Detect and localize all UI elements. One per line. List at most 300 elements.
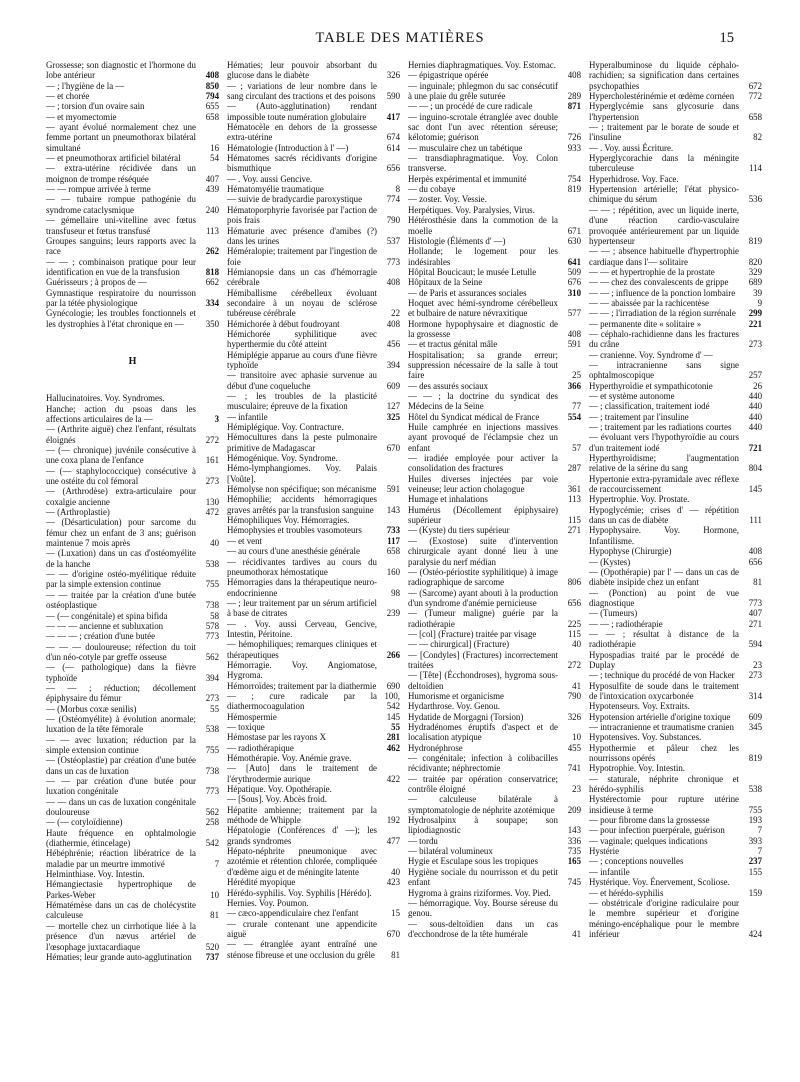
- entry-text: — (Ponction) au point de vue diagnostique: [589, 587, 739, 608]
- entry-text: — de Paris et assurances sociales: [408, 287, 527, 298]
- entry-page-number: 336: [567, 835, 581, 846]
- index-entry: [408, 298, 581, 319]
- entry-text: — épigastrique opérée: [408, 70, 489, 81]
- entry-text: Hébéphrénie; réaction libératrice de la maladie par un meurtre immotivé: [46, 848, 196, 869]
- entry-text: — (Tumeurs): [589, 608, 638, 619]
- index-entry: [589, 174, 762, 184]
- entry-text: — ; torsion d'un ovaire sain: [46, 101, 145, 112]
- entry-text: — . Voy. aussi Cerveau, Gencive, Intestin, Péritoine.: [227, 618, 377, 639]
- entry-text: — — tubaire rompue pathogénie du syndrome cataclysmique: [46, 194, 196, 215]
- entry-text: — radiothérapique: [227, 742, 294, 753]
- index-entry: [46, 308, 219, 329]
- entry-page-number: 455: [567, 742, 581, 753]
- index-entry: [589, 732, 762, 742]
- index-entry: [408, 205, 581, 215]
- entry-page-number: 25: [572, 370, 581, 381]
- entry-text: Hémiballisme cérébelleux évoluant secondaire à un noyau de sclérose tubéreuse cérébrale: [227, 287, 377, 319]
- index-entry: [408, 567, 581, 588]
- index-entry: [227, 412, 400, 422]
- entry-page-number: 733: [386, 525, 400, 536]
- entry-text: — [col] (Fracture) traitée par visage: [408, 628, 537, 639]
- entry-text: — . Voy. aussi Gencive.: [227, 173, 313, 184]
- entry-text: Hématomyélie traumatique: [227, 184, 324, 195]
- index-entry: [589, 267, 762, 277]
- entry-text: Hypophyse (Chirurgie): [589, 546, 672, 557]
- entry-text: Hémophiliques Voy. Hémorragies.: [227, 515, 350, 526]
- entry-page-number: 726: [567, 132, 581, 143]
- index-entry: [408, 350, 581, 381]
- index-entry: [46, 642, 219, 663]
- entry-page-number: 394: [386, 359, 400, 370]
- entry-page-number: 237: [748, 856, 762, 867]
- entry-text: — bilatéral volumineux: [408, 846, 493, 857]
- entry-text: — ; traitement par les radiations courtes: [589, 422, 732, 433]
- entry-page-number: 160: [386, 566, 400, 577]
- index-entry: [227, 453, 400, 463]
- index-entry: [408, 474, 581, 495]
- index-entry: [227, 143, 400, 153]
- entry-text: Humage et inhalations: [408, 494, 488, 505]
- entry-text: — (Luxation) dans un cas d'ostéomyélite de la hanche: [46, 548, 196, 569]
- entry-text: — mortelle chez un cirrhotique liée à la présence d'un nævus artériel de l'œsophage juxtacardiaque: [46, 920, 196, 952]
- entry-page-number: 281: [386, 732, 400, 743]
- index-entry: [46, 714, 219, 735]
- index-entry: [589, 298, 762, 308]
- entry-page-number: 407: [205, 173, 219, 184]
- entry-text: Hydradénomes éruptifs d'aspect et de localisation atypique: [408, 722, 558, 743]
- entry-text: Hématomes sacrés récidivants d'origine bismuthique: [227, 153, 377, 174]
- entry-text: Hypothermie et pâleur chez les nourrissons opérés: [589, 742, 739, 764]
- entry-text: Hématies; leur pouvoir absorbant du glucose dans le diabète: [227, 60, 377, 81]
- entry-text: Hydrosalpinx à soupape; son lipiodiagnostic: [408, 815, 558, 836]
- entry-text: Hollande; le logement pour les indésirables: [408, 246, 558, 267]
- entry-text: Hernies. Voy. Poumon.: [227, 897, 309, 908]
- entry-page-number: 609: [386, 380, 400, 391]
- entry-text: — permanente dite « solitaire »: [589, 318, 702, 329]
- entry-text: — — d'origine ostéo-myélitique réduite par la simple extension continue: [46, 569, 196, 590]
- entry-text: — — étranglée ayant entraîné une sténose fibreuse et une occlusion du grêle: [227, 939, 377, 960]
- index-entry: [46, 122, 219, 153]
- entry-page-number: 871: [567, 101, 581, 112]
- index-entry: [589, 432, 762, 453]
- entry-page-number: 456: [386, 339, 400, 350]
- entry-text: Hypertension artérielle; l'état physico-chimique du sérum: [589, 184, 739, 205]
- index-entry: [589, 319, 762, 329]
- entry-page-number: 15: [391, 908, 400, 919]
- entry-page-number: 111: [749, 515, 762, 526]
- entry-text: Hyperglycorachie dans la méningite tuberculeuse: [589, 153, 739, 174]
- entry-text: — et myomectomie: [46, 111, 117, 122]
- entry-text: — et pneumothorax artificiel bilatéral: [46, 153, 181, 164]
- index-entry: [408, 60, 581, 70]
- entry-page-number: 408: [205, 70, 219, 81]
- index-entry: [227, 515, 400, 525]
- entry-page-number: 594: [748, 639, 762, 650]
- index-entry: [46, 445, 219, 466]
- entry-page-number: 408: [567, 328, 581, 339]
- index-entry: [589, 101, 762, 122]
- entry-page-number: 41: [572, 928, 581, 939]
- page-title: TABLE DES MATIÈRES: [315, 30, 485, 46]
- index-entry: [46, 817, 219, 827]
- entry-text: — (Auto-agglutination) rendant impossible toute numération globulaire: [227, 101, 377, 122]
- entry-text: — et vent: [227, 535, 262, 546]
- index-entry: [227, 888, 400, 898]
- index-entry: [46, 755, 219, 776]
- entry-page-number: 408: [386, 277, 400, 288]
- entry-page-number: 440: [748, 391, 762, 401]
- index-entry: [227, 60, 400, 81]
- index-entry: [589, 815, 762, 825]
- entry-text: — (Arthroplastie): [46, 507, 110, 518]
- entry-text: — [Auto] dans le traitement de l'érythrodermie aurique: [227, 763, 377, 784]
- entry-text: Hétérosthésie dans la commotion de la moelle: [408, 215, 558, 236]
- entry-text: — calculeuse bilatérale à symptomatologie de néphrite azotémique: [408, 794, 558, 815]
- index-entry: [589, 350, 762, 360]
- entry-text: Hygiène sociale du nourrisson et du petit enfant: [408, 866, 558, 888]
- entry-text: — (— chronique) juvénile consécutive à une coxa plana de l'enfance: [46, 445, 196, 466]
- entry-text: — intracranienne sans signe ophtalmoscopique: [589, 359, 739, 381]
- entry-text: — (Ostéo-périostite syphilitique) à image radiographique de sarcome: [408, 566, 558, 588]
- entry-page-number: 143: [386, 504, 400, 515]
- index-entry: [46, 704, 219, 714]
- index-entry: [589, 722, 762, 732]
- entry-text: Hypotenseurs. Voy. Extraits.: [589, 701, 690, 712]
- entry-page-number: 7: [757, 846, 762, 857]
- entry-page-number: 790: [567, 690, 581, 701]
- entry-page-number: 408: [567, 70, 581, 81]
- index-column: [46, 60, 219, 1072]
- entry-text: Herpès expérimental et immunité: [408, 173, 527, 184]
- index-entry: [408, 836, 581, 846]
- index-entry: [46, 797, 219, 818]
- entry-page-number: 439: [205, 184, 219, 195]
- entry-text: — pour infection puerpérale, guérison: [589, 825, 725, 836]
- entry-text: Hémichorée à début foudroyant: [227, 318, 340, 329]
- index-entry: [46, 621, 219, 631]
- entry-page-number: 239: [386, 608, 400, 619]
- entry-text: Hémophysies et troubles vasomoteurs: [227, 525, 362, 536]
- entry-text: — cranienne. Voy. Syndrome d' —: [589, 349, 713, 360]
- entry-page-number: 520: [205, 941, 219, 952]
- entry-page-number: 689: [748, 277, 762, 288]
- entry-text: — (Sarcome) ayant abouti à la production d'un syndrome d'anémie pernicieuse: [408, 587, 558, 608]
- entry-text: Hôtel du Syndicat médical de France: [408, 411, 540, 422]
- entry-text: — céphalo-rachidienne dans les fractures du crâne: [589, 328, 739, 350]
- index-entry: [408, 319, 581, 340]
- entry-text: — pour fibrome dans la grossesse: [589, 815, 710, 826]
- index-entry: [46, 848, 219, 869]
- index-entry: [408, 691, 581, 701]
- entry-text: — des assurés sociaux: [408, 380, 489, 391]
- index-entry: [589, 681, 762, 702]
- entry-page-number: 334: [205, 297, 219, 308]
- index-entry: [227, 184, 400, 194]
- entry-text: — — chez des convalescents de grippe: [589, 277, 729, 288]
- entry-page-number: 440: [748, 401, 762, 412]
- index-entry: [589, 288, 762, 298]
- entry-text: — (Opothérapie) par l' — dans un cas de diabète insipide chez un enfant: [589, 566, 739, 588]
- entry-page-number: 538: [748, 784, 762, 795]
- entry-text: — ; traitement par l'insuline: [589, 411, 689, 422]
- entry-text: Hormone hypophysaire et diagnostic de la grossesse: [408, 318, 558, 339]
- index-entry: [46, 236, 219, 257]
- entry-text: — intracranienne et traumatisme cranien: [589, 722, 734, 732]
- entry-page-number: 271: [567, 525, 581, 536]
- index-entry: [589, 422, 762, 432]
- entry-page-number: 407: [748, 608, 762, 619]
- entry-text: — — ; influence de la ponction lombaire: [589, 287, 736, 298]
- entry-text: — obstétricale d'origine radiculaire pour le membre supérieur et d'origine méningo-encéphalique pour le membre inférieur: [589, 897, 739, 939]
- entry-page-number: 509: [567, 266, 581, 277]
- entry-text: — [Tête] (Écchondroses), hygroma sous-deltoïdien: [408, 670, 558, 691]
- index-entry: [227, 908, 400, 918]
- entry-page-number: 7: [757, 825, 762, 836]
- index-entry: [227, 319, 400, 329]
- entry-text: — ; l'hygiène de la —: [46, 80, 125, 91]
- entry-page-number: 670: [386, 442, 400, 453]
- entry-text: Hypotensives. Voy. Substances.: [589, 732, 702, 743]
- index-entry: [46, 60, 219, 81]
- entry-text: — ; variations de leur nombre dans le sang circulant des tractions et des poisons: [227, 80, 377, 102]
- entry-text: — (Exostose) suite d'intervention chirurgicale ayant donné lieu à une paralysie du nerf médian: [408, 535, 558, 567]
- index-entry: [589, 712, 762, 722]
- entry-text: Guérisseurs ; à propos de —: [46, 277, 147, 288]
- index-entry: [46, 683, 219, 704]
- entry-page-number: 82: [753, 132, 762, 143]
- entry-text: Hépato-néphrite pneumonique avec azotémie et rétention chlorée, compliquée d'œdème aigu et de méningite latente: [227, 846, 377, 877]
- index-entry: [46, 921, 219, 952]
- entry-text: — — abaissée par la rachicentèse: [589, 297, 709, 308]
- entry-text: — zoster. Voy. Vessie.: [408, 194, 487, 205]
- entry-text: — hémorragique. Voy. Bourse séreuse du genou.: [408, 897, 558, 919]
- entry-text: Hospitalisation; sa grande erreur; suppression nécessaire de la salle à tout faire: [408, 349, 558, 381]
- entry-text: — — ; résultat à distance de la radiothérapie: [589, 628, 739, 650]
- entry-page-number: 818: [205, 266, 219, 277]
- entry-page-number: 790: [386, 215, 400, 226]
- entry-page-number: 735: [567, 846, 581, 857]
- index-entry: [46, 101, 219, 111]
- index-entry: [227, 546, 400, 556]
- index-entry: [589, 277, 762, 287]
- entry-text: Huile camphrée en injections massives ayant provoqué de l'éclampsie chez un enfant: [408, 422, 558, 453]
- index-entry: [46, 91, 219, 101]
- entry-text: Hôpital Boucicaut; le musée Letulle: [408, 266, 537, 277]
- entry-text: — ; technique du procédé de von Hacker: [589, 670, 735, 681]
- entry-page-number: 159: [748, 887, 762, 898]
- entry-text: Histologie (Éléments d' —): [408, 235, 506, 246]
- entry-text: — transitoire avec aphasie survenue au début d'une coqueluche: [227, 370, 377, 391]
- entry-text: — — rompue arrivée à terme: [46, 184, 151, 195]
- index-columns: [46, 60, 762, 1072]
- entry-page-number: 127: [386, 401, 400, 412]
- index-entry: [408, 101, 581, 111]
- entry-text: Hydarthrose. Voy. Genou.: [408, 701, 501, 712]
- index-entry: [408, 277, 581, 287]
- entry-page-number: 41: [572, 680, 581, 691]
- index-entry: [227, 794, 400, 804]
- entry-text: Hystérectomie pour rupture utérine insidieuse à terme: [589, 794, 739, 815]
- index-entry: [589, 856, 762, 866]
- index-entry: [227, 846, 400, 877]
- entry-page-number: 773: [386, 256, 400, 267]
- entry-text: — toxique: [227, 722, 265, 732]
- entry-page-number: 130: [205, 496, 219, 507]
- entry-text: Hémostase par les rayons X: [227, 732, 327, 743]
- entry-text: Hyposulfite de soude dans le traitement de l'intoxication oxycarbonée: [589, 680, 739, 701]
- index-entry: [227, 350, 400, 371]
- index-entry: [227, 743, 400, 753]
- entry-page-number: 755: [205, 744, 219, 755]
- entry-page-number: 672: [748, 80, 762, 91]
- entry-page-number: 40: [210, 538, 219, 549]
- entry-text: — [Sous]. Voy. Abcès froid.: [227, 794, 327, 805]
- entry-page-number: 671: [567, 225, 581, 236]
- index-entry: [589, 360, 762, 381]
- entry-page-number: 145: [386, 711, 400, 722]
- entry-text: Haute fréquence en ophtalmologie (diathermie, étincelage): [46, 827, 196, 849]
- entry-text: Hémophilie; accidents hémorragiques graves arrêtés par la transfusion sanguine: [227, 494, 377, 515]
- entry-text: — — ; réduction; décollement épiphysaire du fémur: [46, 682, 196, 704]
- entry-text: Hypertonie extra-pyramidale avec réflexe de raccourcissement: [589, 473, 739, 495]
- entry-page-number: 655: [205, 101, 219, 112]
- entry-page-number: 10: [210, 889, 219, 900]
- entry-text: Grossesse; son diagnostic et l'hormone du lobe antérieur: [46, 60, 196, 81]
- entry-page-number: 536: [748, 194, 762, 205]
- entry-text: — (Morbus coxæ senilis): [46, 703, 137, 714]
- entry-text: — (— pathologique) dans la fièvre typhoïde: [46, 662, 196, 683]
- index-entry: [589, 846, 762, 856]
- index-entry: [589, 774, 762, 795]
- entry-text: Hémorragie. Voy. Angiomatose, Hygroma.: [227, 659, 377, 681]
- index-entry: [589, 670, 762, 680]
- entry-page-number: 273: [748, 670, 762, 681]
- entry-text: — gémellaire uni-vitelline avec fœtus transfuseur et fœtus transfusé: [46, 215, 196, 236]
- entry-page-number: 773: [748, 597, 762, 608]
- entry-text: Hémorragies dans la thérapeutique neuro-endocrinienne: [227, 577, 377, 598]
- index-entry: [46, 776, 219, 797]
- entry-text: — (Arthrite aiguë) chez l'enfant, résultats éloignés: [46, 424, 196, 445]
- entry-page-number: 9: [757, 297, 762, 308]
- index-entry: [227, 639, 400, 660]
- page-header: [66, 30, 734, 50]
- entry-page-number: 192: [386, 815, 400, 826]
- entry-page-number: 40: [391, 866, 400, 877]
- index-entry: [227, 712, 400, 722]
- index-entry: [408, 608, 581, 629]
- index-entry: [408, 505, 581, 526]
- entry-text: — — ; un procédé de cure radicale: [408, 101, 533, 112]
- entry-text: Hépatologie (Conférences d' —); les grands syndromes: [227, 825, 377, 846]
- index-entry: [46, 952, 219, 962]
- entry-text: — (Kystes): [589, 556, 631, 567]
- index-entry: [227, 226, 400, 247]
- index-entry: [227, 939, 400, 960]
- index-entry: [589, 898, 762, 939]
- entry-text: Hépatique. Voy. Opothérapie.: [227, 784, 332, 795]
- entry-page-number: 440: [748, 422, 762, 433]
- index-column: [227, 60, 400, 1072]
- entry-page-number: 23: [572, 784, 581, 795]
- index-entry: [46, 900, 219, 921]
- entry-page-number: 578: [205, 620, 219, 631]
- index-entry: [589, 381, 762, 391]
- entry-text: Hyperthyroïdisme; l'augmentation relative de la sérine du sang: [589, 453, 739, 474]
- section-letter: H: [128, 355, 137, 367]
- index-entry: [46, 507, 219, 517]
- index-entry: [408, 536, 581, 567]
- entry-page-number: 773: [205, 631, 219, 642]
- index-entry: [408, 184, 581, 194]
- entry-page-number: 772: [748, 91, 762, 102]
- index-entry: [227, 174, 400, 184]
- index-entry: [408, 815, 581, 836]
- entry-text: — staturale, néphrite chronique et hérédo-syphilis: [589, 773, 739, 795]
- entry-page-number: 773: [205, 786, 219, 797]
- index-entry: [46, 215, 219, 236]
- entry-page-number: 366: [567, 380, 581, 391]
- entry-text: Hôpitaux de la Seine: [408, 277, 483, 288]
- index-entry: [227, 753, 400, 763]
- entry-text: Hyperhidrose. Voy. Face.: [589, 173, 679, 184]
- index-entry: [408, 743, 581, 753]
- index-entry: [227, 484, 400, 494]
- entry-page-number: 394: [205, 672, 219, 683]
- index-entry: [46, 393, 219, 403]
- entry-page-number: 26: [753, 380, 762, 391]
- entry-page-number: 804: [748, 463, 762, 474]
- entry-text: Hémiplégique. Voy. Contracture.: [227, 422, 344, 433]
- entry-text: — et tractus génital mâle: [408, 339, 498, 350]
- entry-text: — ; traitement par le borate de soude et l'insuline: [589, 122, 739, 143]
- index-entry: [227, 194, 400, 204]
- index-entry: [408, 422, 581, 453]
- index-entry: [46, 569, 219, 590]
- entry-page-number: 737: [205, 951, 219, 962]
- index-entry: [408, 153, 581, 174]
- index-entry: [589, 308, 762, 318]
- entry-text: Hydronéphrose: [408, 742, 463, 753]
- entry-text: Hémocultures dans la peste pulmonaire primitive de Madagascar: [227, 432, 377, 453]
- entry-page-number: 562: [205, 651, 219, 662]
- index-entry: [589, 494, 762, 504]
- index-entry: [227, 370, 400, 391]
- index-entry: [408, 888, 581, 898]
- entry-page-number: 538: [205, 558, 219, 569]
- entry-page-number: 55: [391, 722, 400, 732]
- entry-page-number: 656: [386, 163, 400, 174]
- entry-text: Humorisme et organicisme: [408, 690, 504, 701]
- index-entry: [46, 81, 219, 91]
- index-entry: [227, 784, 400, 794]
- entry-page-number: 55: [210, 703, 219, 714]
- entry-page-number: 257: [748, 370, 762, 381]
- index-entry: [589, 619, 762, 629]
- index-entry: [408, 701, 581, 711]
- entry-page-number: 16: [210, 142, 219, 153]
- index-entry: [408, 246, 581, 267]
- index-entry: [589, 60, 762, 91]
- index-entry: [227, 422, 400, 432]
- index-entry: [227, 825, 400, 846]
- entry-text: — (Ostéoplastie) par création d'une butée dans un cas de luxation: [46, 755, 196, 776]
- entry-page-number: 641: [567, 256, 581, 267]
- entry-page-number: 361: [567, 484, 581, 495]
- index-entry: [408, 412, 581, 422]
- entry-page-number: 721: [748, 442, 762, 453]
- index-entry: [46, 548, 219, 569]
- entry-text: Hémangiectasie hypertrophique de Parkes-Weber: [46, 879, 196, 900]
